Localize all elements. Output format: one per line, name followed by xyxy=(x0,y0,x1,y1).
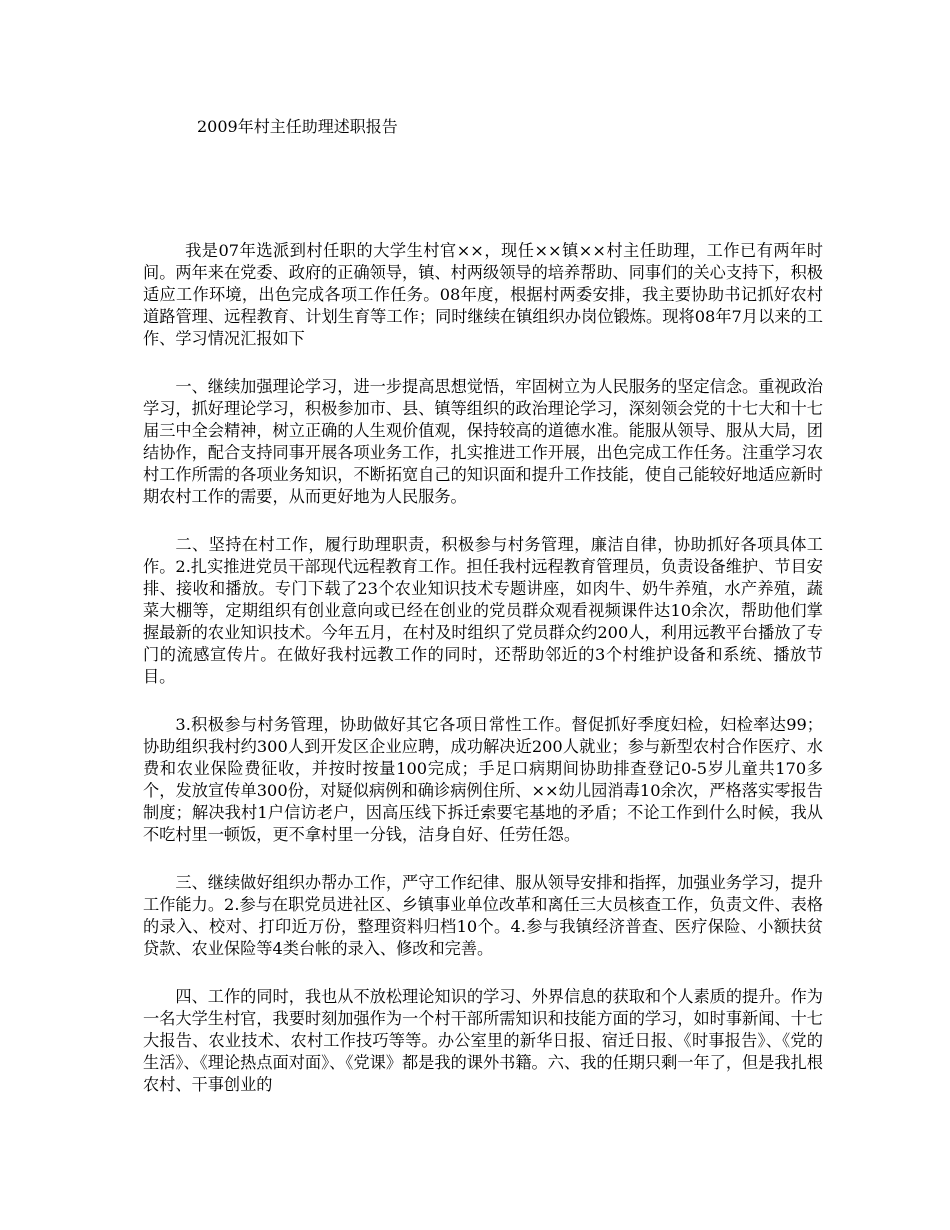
paragraph-section-2-item-3: 3.积极参与村务管理，协助做好其它各项日常性工作。督促抓好季度妇检，妇检率达99；协助组织我村约300人到开发区企业应聘，成功解决近200人就业；参与新型农村合作医疗、水费和农业保险费征收，并按时按量100完成；手足口病期间协助排查登记0-5岁儿童共170多个，发放宣传单300份，对疑似病例和确诊病例住所、××幼儿园消毒10余次，严格落实零报告制度；解决我村1户信访老户，因高压线下拆迁索要宅基地的矛盾；不论工作到什么时候，我从不吃村里一顿饭，更不拿村里一分钱，洁身自好、任劳任怨。 xyxy=(143,715,823,844)
paragraph-section-4: 四、工作的同时，我也从不放松理论知识的学习、外界信息的获取和个人素质的提升。作为一名大学生村官，我要时刻加强作为一个村干部所需知识和技能方面的学习，如时事新闻、十七大报告、农业技术、农村工作技巧等等。办公室里的新华日报、宿迁日报、《时事报告》、《党的生活》、《理论热点面对面》、《党课》都是我的课外书籍。六、我的任期只剩一年了，但是我扎根农村、干事创业的 xyxy=(143,987,823,1094)
paragraph-intro: 我是07年选派到村任职的大学生村官××，现任××镇××村主任助理，工作已有两年时间。两年来在党委、政府的正确领导，镇、村两级领导的培养帮助、同事们的关心支持下，积极适应工作环境，出色完成各项工作任务。08年度，根据村两委安排，我主要协助书记抓好农村道路管理、远程教育、计划生育等工作；同时继续在镇组织办岗位锻炼。现将08年7月以来的工作、学习情况汇报如下 xyxy=(143,241,823,348)
document-body xyxy=(143,240,823,1122)
paragraph-section-3: 三、继续做好组织办帮办工作，严守工作纪律、服从领导安排和指挥，加强业务学习，提升工作能力。2.参与在职党员进社区、乡镇事业单位改革和离任三大员核查工作，负责文件、表格的录入、校对、打印近万份，整理资料归档10个。4.参与我镇经济普查、医疗保险、小额扶贫贷款、农业保险等4类台帐的录入、修改和完善。 xyxy=(143,873,823,958)
paragraph-section-1: 一、继续加强理论学习，进一步提高思想觉悟，牢固树立为人民服务的坚定信念。重视政治学习，抓好理论学习，积极参加市、县、镇等组织的政治理论学习，深刻领会党的十七大和十七届三中全会精神，树立正确的人生观价值观，保持较高的道德水准。能服从领导、服从大局，团结协作，配合支持同事开展各项业务工作，扎实推进工作开展，出色完成工作任务。注重学习农村工作所需的各项业务知识，不断拓宽自己的知识面和提升工作技能，使自己能较好地适应新时期农村工作的需要，从而更好地为人民服务。 xyxy=(143,377,823,506)
document-title: 2009年村主任助理述职报告 xyxy=(197,117,398,136)
paragraph-section-2: 二、坚持在村工作，履行助理职责，积极参与村务管理，廉洁自律，协助抓好各项具体工作。2.扎实推进党员干部现代远程教育工作。担任我村远程教育管理员，负责设备维护、节目安排、接收和播放。专门下载了23个农业知识技术专题讲座，如肉牛、奶牛养殖，水产养殖，蔬菜大棚等，定期组织有创业意向或已经在创业的党员群众观看视频课件达10余次，帮助他们掌握最新的农业知识技术。今年五月，在村及时组织了党员群众约200人，利用远教平台播放了专门的流感宣传片。在做好我村远教工作的同时，还帮助邻近的3个村维护设备和系统、播放节目。 xyxy=(143,535,823,686)
